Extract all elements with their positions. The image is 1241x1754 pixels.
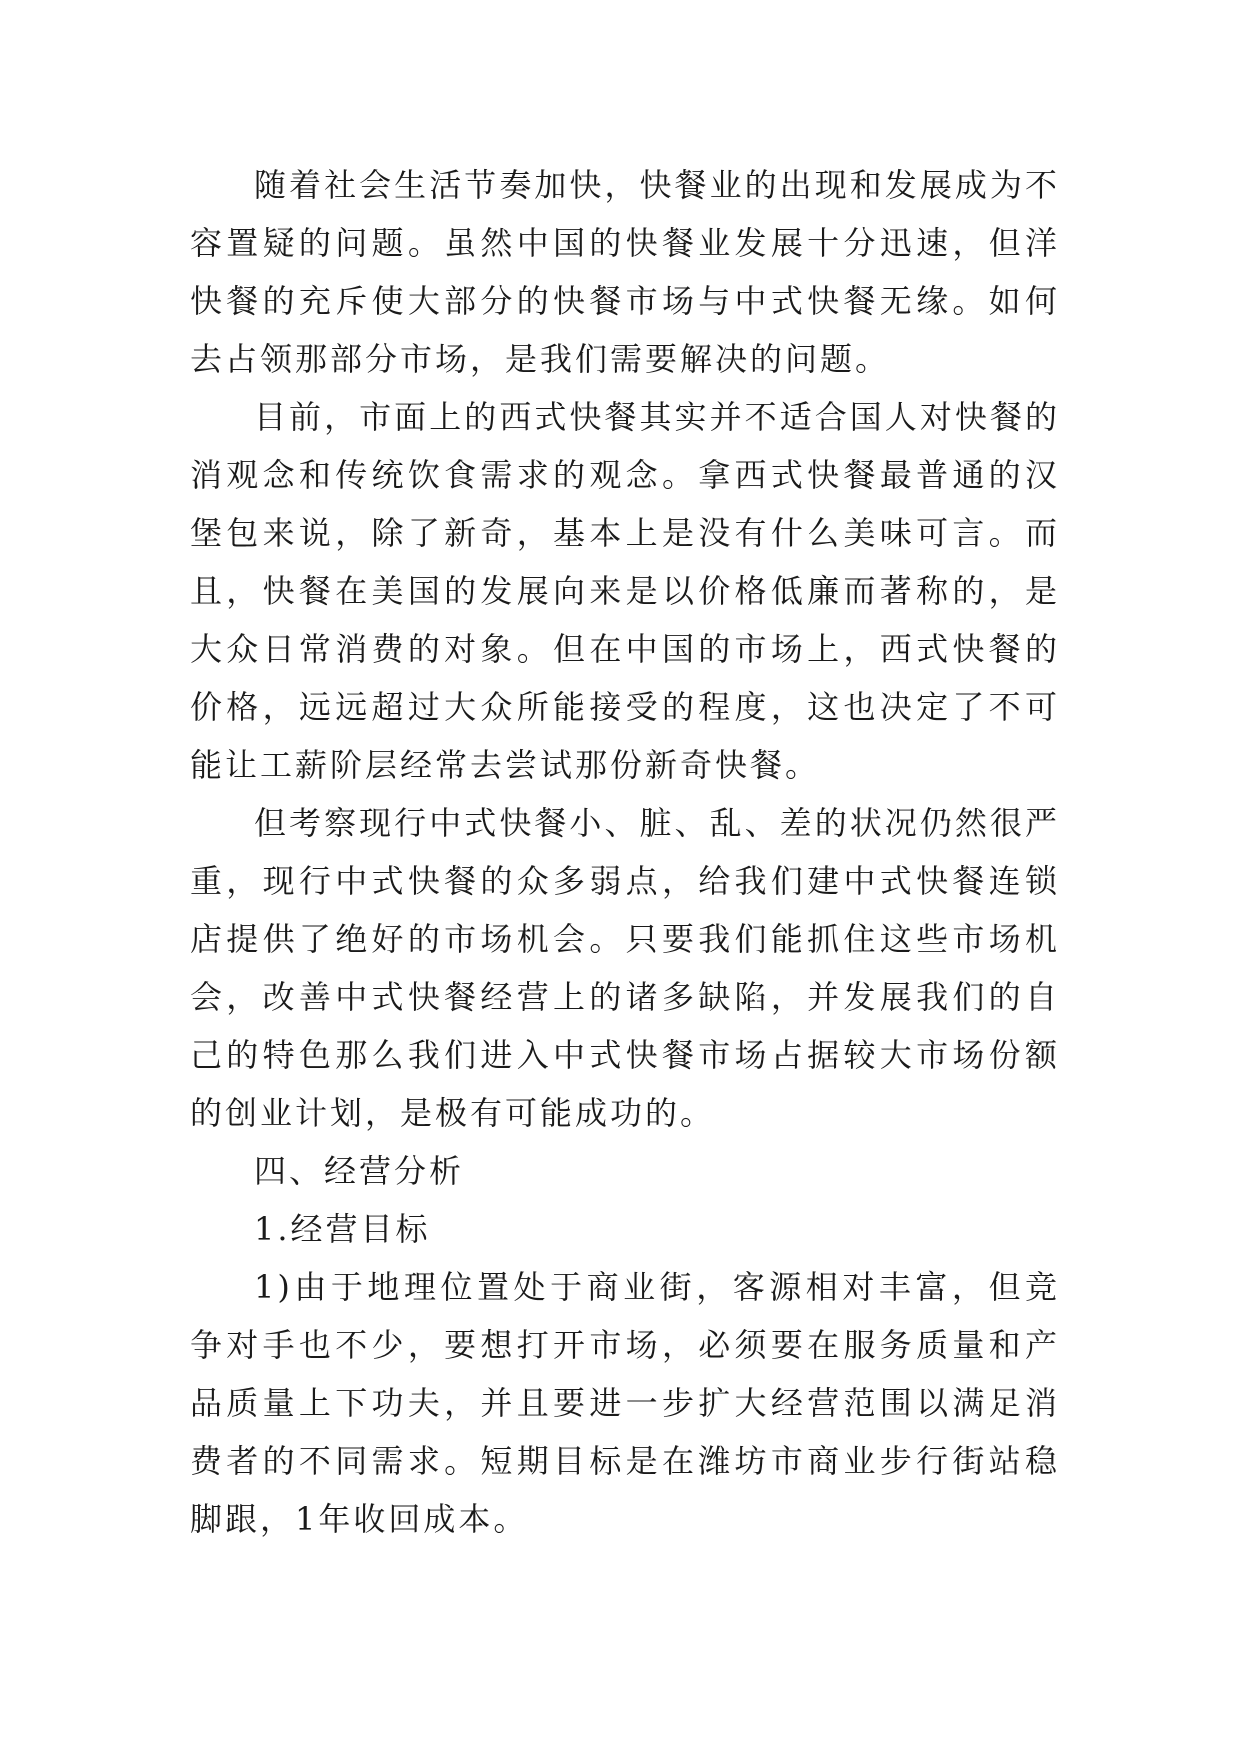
subsection-heading: 1.经营目标 (254, 1210, 431, 1248)
paragraph-intro: 随着社会生活节奏加快，快餐业的出现和发展成为不容置疑的问题。虽然中国的快餐业发展十分迅速，但洋快餐的充斥使大部分的快餐市场与中式快餐无缘。如何去占领那部分市场，是我们需要解决的问题。 (190, 166, 1060, 378)
document-body (190, 156, 1060, 1548)
paragraph-business-goal: 1)由于地理位置处于商业街，客源相对丰富，但竞争对手也不少，要想打开市场，必须要在服务质量和产品质量上下功夫，并且要进一步扩大经营范围以满足消费者的不同需求。短期目标是在潍坊市商业步行街站稳脚跟，1年收回成本。 (190, 1268, 1060, 1538)
paragraph-western-fast-food: 目前，市面上的西式快餐其实并不适合国人对快餐的消观念和传统饮食需求的观念。拿西式快餐最普通的汉堡包来说，除了新奇，基本上是没有什么美味可言。而且，快餐在美国的发展向来是以价格低廉而著称的，是大众日常消费的对象。但在中国的市场上，西式快餐的价格，远远超过大众所能接受的程度，这也决定了不可能让工薪阶层经常去尝试那份新奇快餐。 (190, 398, 1060, 784)
section-heading: 四、经营分析 (254, 1152, 465, 1190)
paragraph-market-opportunity: 但考察现行中式快餐小、脏、乱、差的状况仍然很严重，现行中式快餐的众多弱点，给我们建中式快餐连锁店提供了绝好的市场机会。只要我们能抓住这些市场机会，改善中式快餐经营上的诸多缺陷，并发展我们的自己的特色那么我们进入中式快餐市场占据较大市场份额的创业计划，是极有可能成功的。 (190, 804, 1060, 1132)
